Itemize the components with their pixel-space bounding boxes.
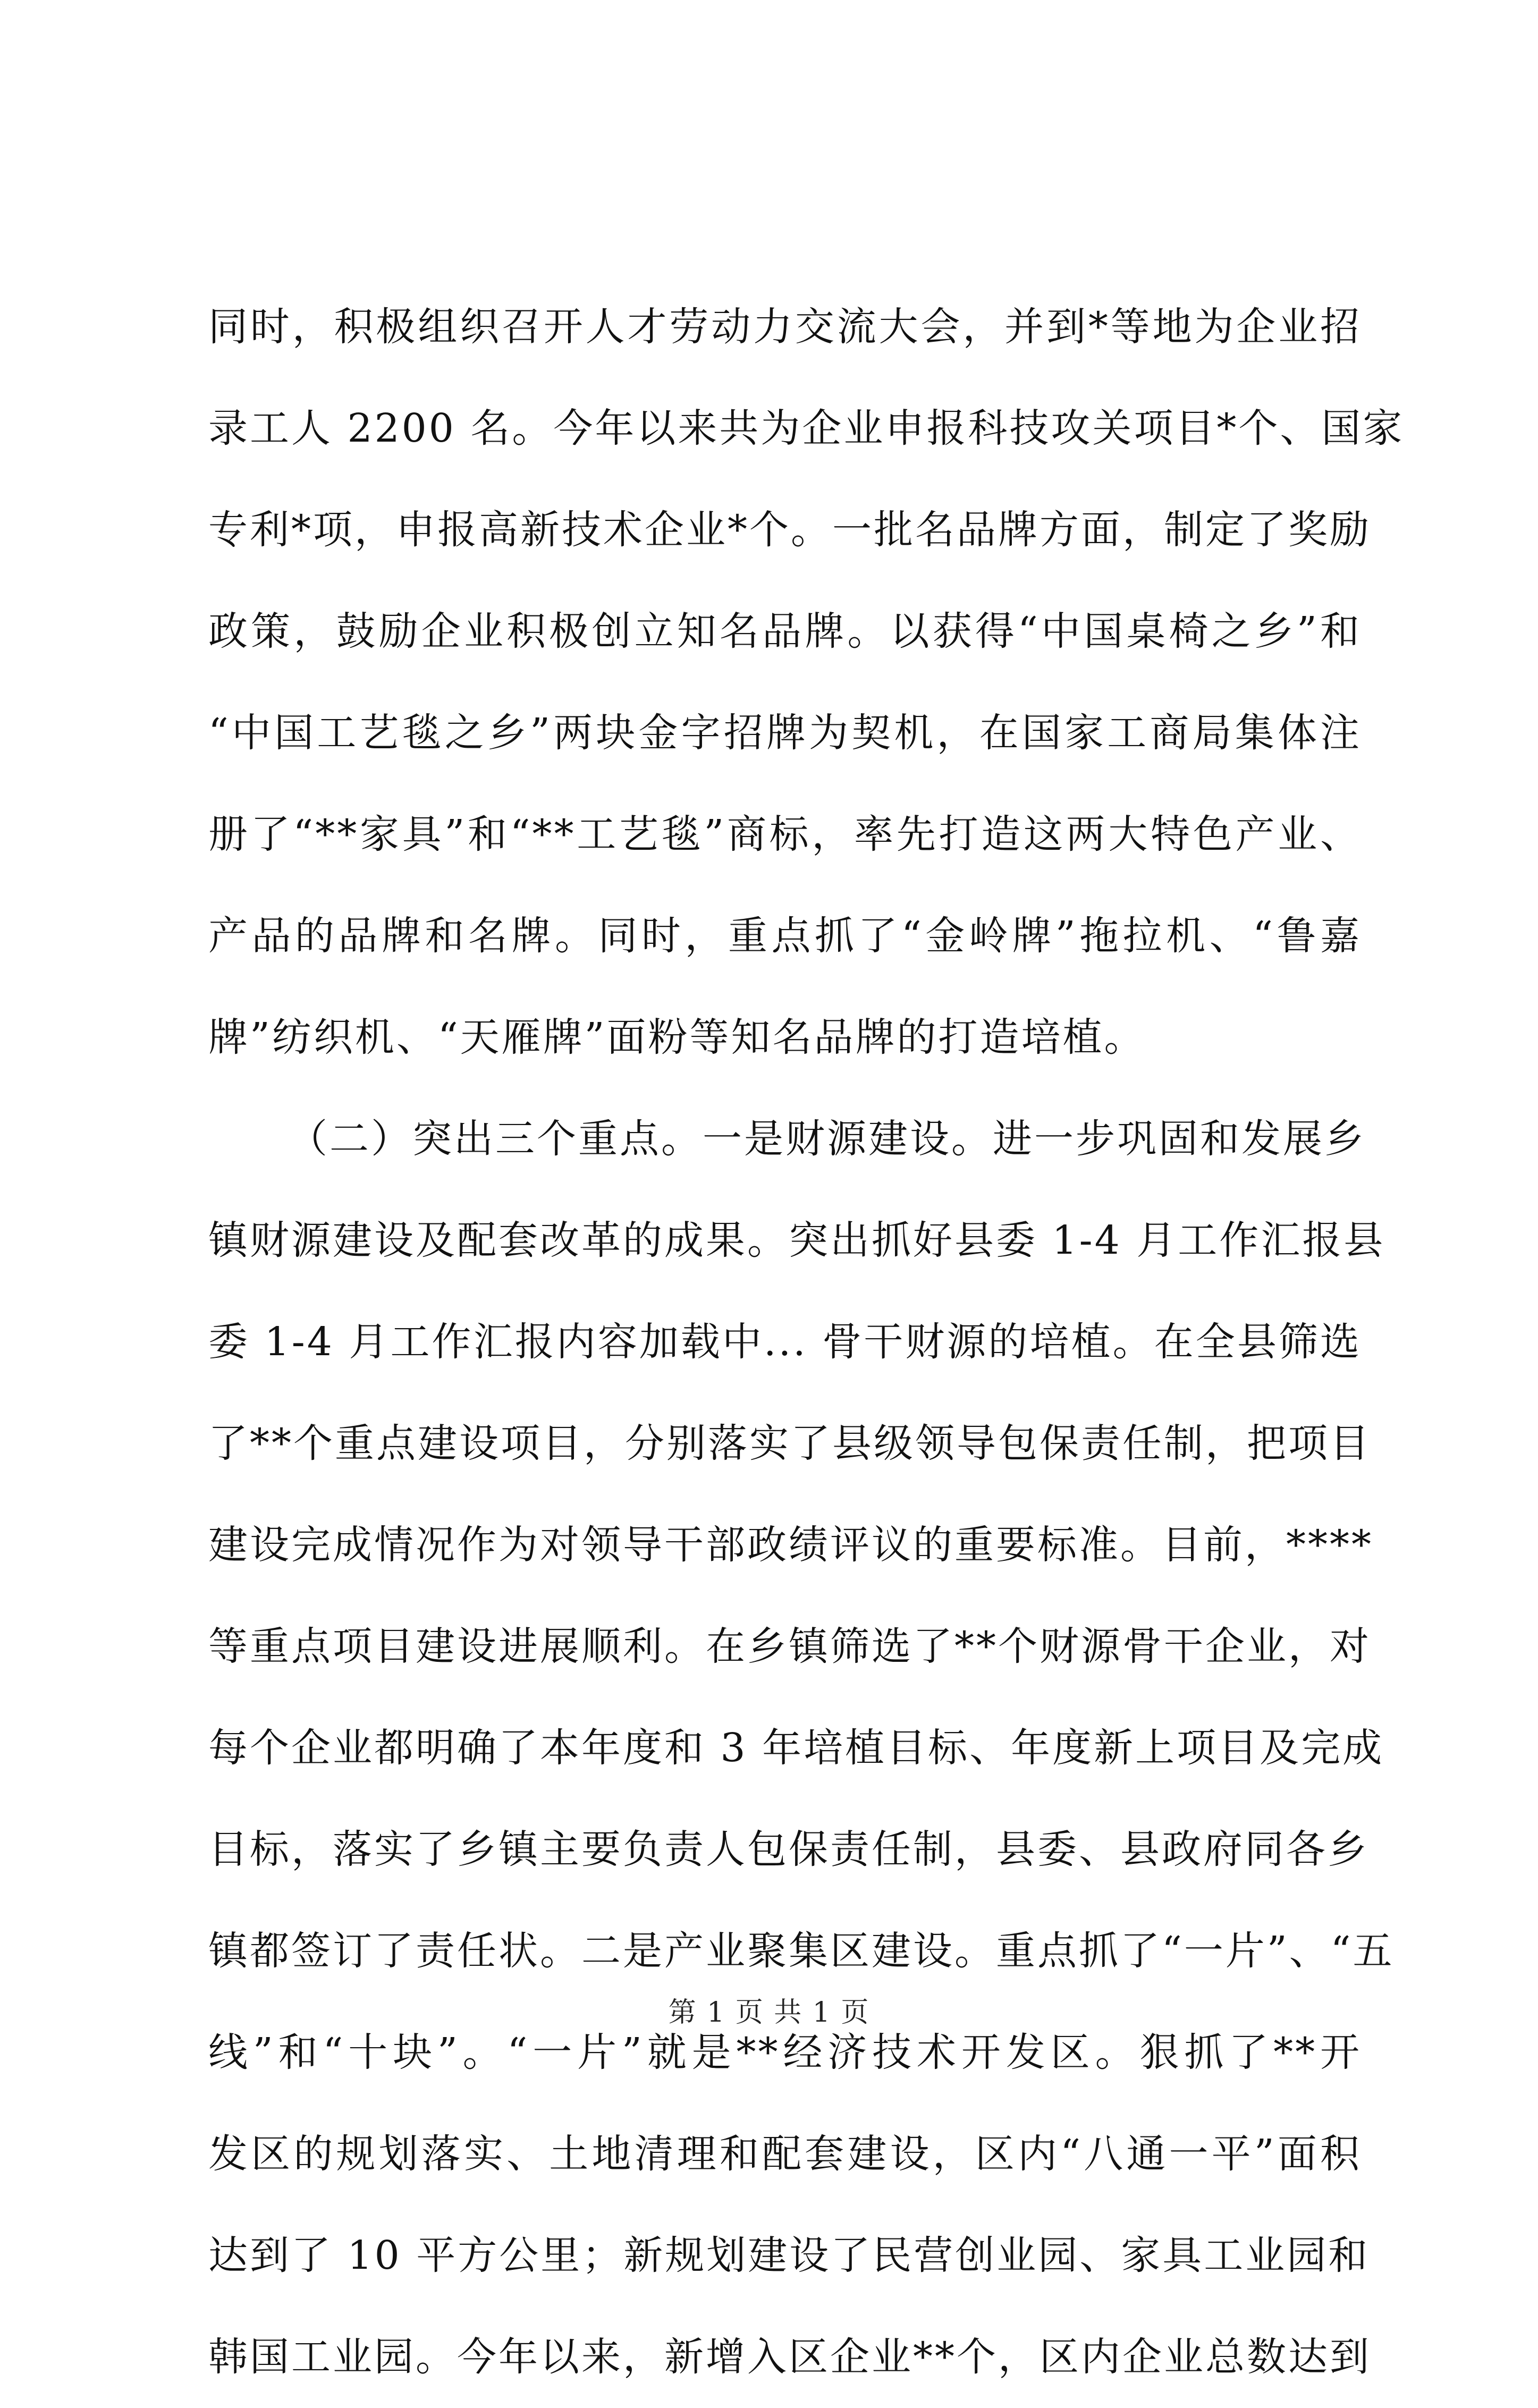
text-line: 镇都签订了责任状。二是产业聚集区建设。重点抓了“一片”、“五 bbox=[208, 1928, 1395, 1974]
document-body bbox=[208, 276, 1405, 2408]
text-line: 达到了 10 平方公里；新规划建设了民营创业园、家具工业园和 bbox=[208, 2233, 1370, 2278]
text-line: 韩国工业园。今年以来，新增入区企业**个，区内企业总数达到 bbox=[208, 2334, 1371, 2380]
text-line: 发区的规划落实、土地清理和配套建设，区内“八通一平”面积 bbox=[208, 2131, 1362, 2177]
text-line: “中国工艺毯之乡”两块金字招牌为契机，在国家工商局集体注 bbox=[208, 710, 1362, 756]
text-line: 了**个重点建设项目，分别落实了县级领导包保责任制，把项目 bbox=[208, 1421, 1371, 1466]
text-line: 每个企业都明确了本年度和 3 年培植目标、年度新上项目及完成 bbox=[208, 1725, 1384, 1771]
text-line: 镇财源建设及配套改革的成果。突出抓好县委 1-4 月工作汇报县 bbox=[208, 1218, 1385, 1263]
text-line: 目标，落实了乡镇主要负责人包保责任制，县委、县政府同各乡 bbox=[208, 1827, 1369, 1872]
text-line: 录工人 2200 名。今年以来共为企业申报科技攻关项目*个、国家 bbox=[208, 405, 1405, 451]
text-line: 专利*项，申报高新技术企业*个。一批名品牌方面，制定了奖励 bbox=[208, 507, 1371, 553]
text-line: 同时，积极组织召开人才劳动力交流大会，并到*等地为企业招 bbox=[208, 304, 1362, 350]
text-line: 建设完成情况作为对领导干部政绩评议的重要标准。目前，**** bbox=[208, 1522, 1373, 1568]
text-line: 产品的品牌和名牌。同时，重点抓了“金岭牌”拖拉机、“鲁嘉 bbox=[208, 913, 1362, 959]
text-line: 册了“**家具”和“**工艺毯”商标，率先打造这两大特色产业、 bbox=[208, 812, 1362, 857]
text-line: 线”和“十块”。“一片”就是**经济技术开发区。狠抓了**开 bbox=[208, 2030, 1362, 2075]
page-number-footer: 第 1 页 共 1 页 bbox=[668, 1997, 870, 2029]
text-line: 政策，鼓励企业积极创立知名品牌。以获得“中国桌椅之乡”和 bbox=[208, 609, 1362, 654]
text-line: 委 1-4 月工作汇报内容加载中... 骨干财源的培植。在全县筛选 bbox=[208, 1319, 1362, 1365]
text-line-paragraph-start: （二）突出三个重点。一是财源建设。进一步巩固和发展乡 bbox=[288, 1116, 1366, 1162]
text-line-paragraph-end: 牌”纺织机、“天雁牌”面粉等知名品牌的打造培植。 bbox=[208, 1015, 1146, 1060]
text-line: 等重点项目建设进展顺利。在乡镇筛选了**个财源骨干企业，对 bbox=[208, 1624, 1371, 1669]
